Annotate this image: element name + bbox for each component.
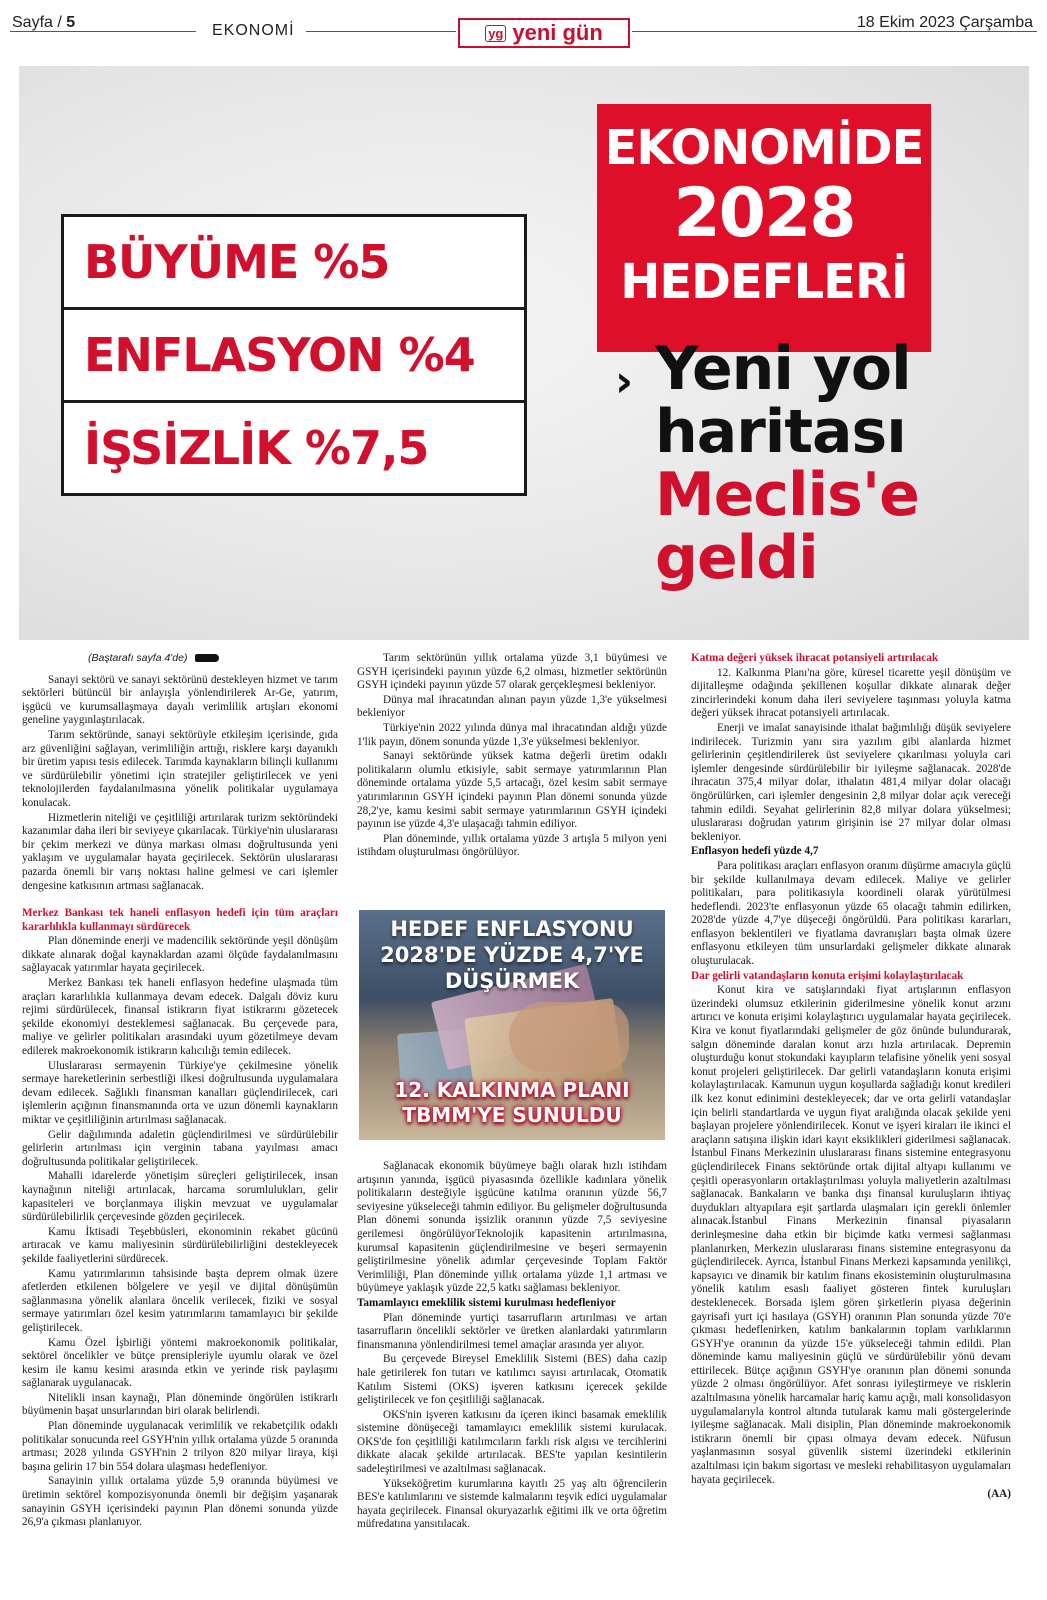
newspaper-logo: yg yeni gün [458,18,630,48]
paragraph: Mahalli idarelerde yönetişim süreçleri geliştirilecek, insan kaynağının niteliği artırılacak, harcama sorumlulukları, gelir kapasiteleri ve borçlanmaya ilişkin mevzuat ve uygulamalar sürdürülebilirlik çerçevesinde gözden geçirilecek. [22,1170,338,1224]
paragraph: Uluslararası sermayenin Türkiye'ye çekilmesine yönelik sermaye hareketlerinin serbestliği ilkesi doğrultusunda uygulamalara devam edilecek. Sağlıklı finansman kanalları güçlendirilecek, cari işlemlerin açığının finansmanında orta ve uzun dönemli kaynakların miktar ve çeşitliliğinin artırılması sağlanacak. [22,1059,338,1126]
article-column-2 [357,652,667,861]
paragraph: Tarım sektöründe, sanayi sektörüyle etkileşim içerisinde, gıda arz güvenliğini sağlayan, verimliliğin arttığı, risklere karşı dayanıklı bir üretim yapısı tesis edilecek. Tarımda kaynakların bilinçli kullanımı ve sürdürülebilir yönetimi için stratejiler geliştirilecek ve yeni teknolojilerden faydalanılmasına yönelik politikalar uygulamaya konulacak. [22,728,338,809]
paragraph: Türkiye'nin 2022 yılında dünya mal ihracatından aldığı yüzde 1'lik payın, dönem sonunda yüzde 1,3'e yükselmesi bekleniyor. [357,721,667,748]
paragraph: Para politikası araçları enflasyon oranını düşürme amacıyla güçlü bir şekilde kullanılmaya devam edilecek. Maliye ve gelirler politikaları, para politikasıyla koordineli olarak yürütülmesi hedeflendi. 2023'te enflasyonun yüzde 65 olacağı tahmin edilirken, 2028'de yüzde 4,7'ye düşeceği öngörüldü. Para politikası kararları, enflasyon beklentileri ve fiyatlama davranışları başta olmak üzere enflasyonu etkileyen tüm unsurlardaki gelişmeler dikkate alınarak oluşturulacak. [691,859,1011,968]
paragraph: Plan döneminde uygulanacak verimlilik ve rekabetçilik odaklı politikalar sonucunda reel GSYH'nin yıllık ortalama yüzde 5 oranında artması; 2028 yılında GSYH'nin 2 trilyon 820 milyar liraya, kişi başına gelirin 17 bin 554 dolara ulaşması hedefleniyor. [22,1420,338,1473]
paragraph: Kamu İktisadi Teşebbüsleri, ekonominin rekabet gücünü artıracak ve kamu maliyesinin sürdürülebilirliğini destekleyecek şekilde faaliyetlerini sürdürecek. [22,1225,338,1265]
paragraph: Merkez Bankası tek haneli enflasyon hedefine ulaşmada tüm araçları kararlılıkla kullanmaya devam edecek. Dalgalı döviz kuru rejimi sürdürülecek, finansal istikrarın fiyat istikrarını gözetecek şekilde ekonomiyi desteklemesi sağlanacak. Bu çerçevede para, maliye ve gelirler politikaları arasındaki uyum gözetilmeye devam edilerek makroekonomik istikrarın kalıcılığı temin edilecek. [22,977,338,1058]
chevron-right-icon: › [615,356,634,407]
paragraph: Kamu yatırımlarının tahsisinde başta deprem olmak üzere afetlerden etkilenen bölgelere ve yeşil ve dijital dönüşümün sağlanmasına yönelik alanlara öncelik verilecek, fiziki ve sosyal sermaye yatırımları özel kesim yatırımlarını tamamlayıcı bir şekilde geliştirilecek. [22,1267,338,1334]
red-title-box: EKONOMİDE 2028 HEDEFLERİ [597,104,931,352]
paragraph: Tarım sektörünün yıllık ortalama yüzde 3,1 büyümesi ve GSYH içerisindeki payının yüzde 6,2 olması, hizmetler sektörünün GSYH içindeki payının yüzde 57 olarak gerçekleşmesi bekleniyor. [357,652,667,692]
unemployment-target-box: İŞSİZLİK %7,5 [61,400,527,496]
money-photo [359,910,665,1140]
paragraph: Enerji ve imalat sanayisinde ithalat bağımlılığı düşük seviyelere indirilecek. Turizmin yanı sıra yazılım gibi alanlarda hizmet gelirlerinin çeşitlendirilerek üst seviyelere çıkarılması yoluyla cari işlemler dengesinde sürdürülebilir bir iyileşme sağlanacak. 2028'de ihracatın 375,4 milyar dolar, ithalatın 481,4 milyar dolar olacağı öngörülürken, cari işlemler dengesinin 2,8 milyar dolar açık vereceği tahmin edildi. Seyahat gelirlerinin 82,8 milyar dolara yükselmesi; uluslararası doğrudan yatırım girişinin ise 27 milyar dolar olması bekleniyor. [691,721,1011,843]
subheading: Enflasyon hedefi yüzde 4,7 [691,845,819,858]
subheading: Merkez Bankası tek haneli enflasyon hedefi için tüm araçları kararlılıkla kullanmayı sürdürecek [22,907,338,933]
paragraph: Sanayi sektöründe yüksek katma değerli üretim odaklı politikaların olumlu etkisiyle, sabit sermaye yatırımlarının Plan döneminde ortalama yüzde 5,5 artacağı, özel kesim sabit sermaye yatırımlarının GSYH içindeki payının Plan dönemi sonunda yüzde 28,2'ye, kamu kesimi sabit sermaye yatırımlarının GSYH içindeki payının ise yüzde 4,3'e ulaşacağı tahmin ediliyor. [357,750,667,831]
paragraph: Dünya mal ihracatından alınan payın yüzde 1,3'e yükselmesi bekleniyor [357,693,667,720]
subheading: Katma değeri yüksek ihracat potansiyeli artırılacak [691,652,939,664]
article-column-1 [22,652,338,1531]
headline-banner [19,66,1029,640]
paragraph: Sanayinin yıllık ortalama yüzde 5,9 oranında büyümesi ve üretimin sektörel kompozisyonunda önemli bir değişim yaşanarak sanayinin GSYH içerisindeki payının Plan dönemi sonunda yüzde 26,9'a çıkması planlanıyor. [22,1475,338,1529]
paragraph: Plan döneminde, yıllık ortalama yüzde 3 artışla 5 milyon yeni istihdam oluşturulması öngörülüyor. [357,832,667,859]
pointing-hand-icon [195,654,219,662]
header-rule-mid [306,31,456,32]
paragraph: Yükseköğretim kurumlarına kayıtlı 25 yaş altı öğrencilerin BES'e katılımlarını ve sistemde kalmalarını teşvik edici uygulamalar hayata geçirilecek. Finansal okuryazarlık eğitimi ilk ve orta öğretim müfredatına yansıtılacak. [357,1477,667,1531]
article-column-2-lower [357,1160,667,1533]
paragraph: Sağlanacak ekonomik büyümeye bağlı olarak hızlı istihdam artışının yanında, işgücü piyasasında özellikle kadınlara yönelik politikaların desteğiyle işgücüne katılma oranının yüzde 56,7 seviyesine yükseleceği tahmin ediliyor. Bu gelişmeler doğrultusunda Plan dönemi sonunda işsizlik oranının yüzde 7,5 seviyesine gerilemesi öngörülüyorTeknolojik kapasitenin artırılmasına, kurumsal kapasitenin güçlendirilmesine ve beşeri sermayenin geliştirilmesine yönelik adımlar çerçevesinde Toplam Faktör Verimliliği, Plan döneminde yıllık ortalama yüzde 1,1 artması ve büyümeye yaklaşık yüzde 22,5 katkı sağlaması bekleniyor. [357,1160,667,1295]
paragraph: Konut kira ve satışlarındaki fiyat artışlarının enflasyon üzerindeki olumsuz etkilerinin giderilmesine yönelik konut arzını artırıcı ve konuta erişimi kolaylaştırıcı uygulamalar hayata geçirilecek. Kira ve konut fiyatlarındaki gelişmeler de göz önünde bulundurarak, salgın döneminde daralan konut arzı hızla artırılacak. Depremin oluşturduğu konut stokundaki kayıpların telafisine yönelik yeni sosyal konut projeleri geliştirilecek. Dar gelirli vatandaşların konuta erişimi kolaylaştırılacak. Kamunun uygun koşullarda sağladığı konut kredileri ilk kez konut edinimini destekleyecek; dar ve orta gelirli vatandaşlar için belirli standartlarda ve uygun fiyat aralığında olacak şekilde yeni başlayan projelere yönlendirilecek. Konut ve işyeri kiraları ile ikinci el araçların satışına ilişkin idari kayıt eksiklikleri giderilmesi sağlanacak. İstanbul Finans Merkezinin uluslararası finans sistemine entegrasyonu güçlendirilecek Finans sektöründe ortak dijital altyapı kullanımı ve çeşitli operasyonların ortaklaştırılması yoluyla maliyetlerin azaltılması sağlanacak. Bankaların ve banka dışı finansal kuruluşların ihtiyaç duydukları altyapılara eşit şartlarda ulaşmaları için gerekli önlemler alınacak.İstanbul Finans Merkezinin finansal piyasaların derinleşmesine daha etkin bir biçimde katkı vermesi sağlanması planlanırken, Merkezin uluslararası finans sistemine entegrasyonu da güçlendirilecek. Ayrıca, İstanbul Finans Merkezi kapsamında yenilikçi, kapsayıcı ve dinamik bir katılım finans ekosisteminin oluşturulmasına yönelik katılım esaslı faaliyet gösteren fintek kuruluşları desteklenecek. Borsada işlem gören şirketlerin piyasa değerinin gayrisafi yurt içi hasılaya (GSYH) oranının Plan sonunda yüzde 70'e çıkması hedeflenirken, katılım bankalarının toplam varlıklarının GSYH'ye oranının da yüzde 15'e yükseleceği tahmin edildi. Plan döneminde kamu maliyesinin güçlü ve sürdürülebilir yönü devam ettirilecek. Bütçe açığının GSYH'ye oranının plan dönemi sonunda yüzde 2 olması öngörülüyor. Afet sonrası iyileştirmeye ve risklerin azaltılmasına yönelik harcamalar hariç kamu açığı, mali konsolidasyon uygulamalarıyla kontrol altında tutularak kamu mali göstergelerinde iyileşme sağlanacak. Mali disiplin, Plan döneminde makroekonomik istikrarın önemli bir çıpası olmaya devam edecek. Nüfusun yaşlanmasının sosyal güvenlik sistemi üzerindeki etkilerinin azaltılması için bakım sigortası ve mesleki rehabilitasyon uygulamaları hayata geçirilecek. [691,984,1011,1486]
header-rule-left [10,31,196,32]
paragraph: OKS'nin işveren katkısını da içeren ikinci basamak emeklilik sistemine dönüşeceği tamamlayıcı emeklilik sistemi kurulacak. OKS'de fon çeşitliliği katılımcıların farklı risk algısı ve tercihlerini dikkate alacak şekilde artırılacak. BES'te yapılan kesintilerin sadeleştirilmesi ve azaltılması sağlanacak. [357,1408,667,1476]
main-headline: Yeni yol haritası Meclis'e geldi [655,334,919,593]
paragraph: Sanayi sektörü ve sanayi sektörünü destekleyen hizmet ve tarım sektörleri bütüncül bir anlayışla yönlendirilerek Ar-Ge, yatırım, işgücü ve kurumsallaşmaya dayalı verimlilik artışları ekonomi geneline yaygınlaştırılacak. [22,673,338,727]
paragraph: Plan döneminde enerji ve madencilik sektöründe yeşil dönüşüm dikkate alınarak doğal kaynaklardan azami ölçüde faydalanılmasını sağlayacak yatırımlar hayata geçirilecek. [22,935,338,975]
page-number: Sayfa / 5 [12,14,76,31]
page-header [0,0,1047,60]
photo-headline: HEDEF ENFLASYONU 2028'DE YÜZDE 4,7'YE DÜŞÜRMEK [380,917,644,993]
source-credit: (AA) [987,1488,1011,1501]
paragraph: Gelir dağılımında adaletin güçlendirilmesi ve sürdürülebilir gelirlerin artırılması için verginin tabana yayılması amacı doğrultusunda politikalar geliştirilecek. [22,1128,338,1168]
paragraph: Plan döneminde yurtiçi tasarrufların artırılması ve artan tasarrufların öncelikli sektörler ve üretken alanlardaki yatırımların finansmanına yönlendirilmesi temel amaçlar arasında yer alıyor. [357,1311,667,1351]
continued-note: (Baştarafı sayfa 4'de) [88,652,338,666]
article-column-3 [691,652,1011,1503]
subheading: Tamamlayıcı emeklilik sistemi kurulması hedefleniyor [357,1296,616,1309]
paragraph: Bu çerçevede Bireysel Emeklilik Sistemi (BES) daha cazip hale getirilerek fon tutarı ve katılımcı sayısı artırılacak, Otomatik Katılım Sistemi (OKS) işveren katkısını içerecek şekilde geliştirilecek ve fon çeşitliliği sağlanacak. [357,1353,667,1407]
growth-target-box: BÜYÜME %5 [61,214,527,310]
paragraph: Kamu Özel İşbirliği yöntemi makroekonomik politikalar, sektörel öncelikler ve bütçe prensipleriyle uyumlu olarak ve özel kesim ile kamu kesimi arasında etkin ve yerinde risk paylaşımı sağlanarak uygulanacak. [22,1336,338,1390]
paragraph: 12. Kalkınma Planı'na göre, küresel ticarette yeşil dönüşüm ve dijitalleşme odağında şekillenen koşullar dikkate alınarak değer zincirlerindeki konum daha ileri seviyelere taşınması yoluyla katma değeri yüksek ihracat potansiyeli artırılacak. [691,666,1011,720]
section-name: EKONOMİ [212,22,295,39]
inflation-target-box: ENFLASYON %4 [61,307,527,403]
subheading: Dar gelirli vatandaşların konuta erişimi kolaylaştırılacak [691,969,964,982]
paragraph: Nitelikli insan kaynağı, Plan döneminde öngörülen istikrarlı büyümenin başat unsurlarından biri olarak belirlendi. [22,1391,338,1418]
photo-subline: 12. KALKINMA PLANI TBMM'YE SUNULDU [394,1078,630,1127]
issue-date: 18 Ekim 2023 Çarşamba [856,14,1033,31]
paragraph: Hizmetlerin niteliği ve çeşitliliği artırılarak turizm sektöründeki kazanımlar daha ileri bir seviyeye çıkarılacak. Türkiye'nin uluslararası bir çekim merkezi ve dünya markası olması doğrultusunda yeni yaklaşım ve uygulamalar hayata geçirilecek. Sektörün uluslararası pazarda önemli bir varış noktası haline gelmesi ve cari işlemler dengesine katkısının artması sağlanacak. [22,811,338,892]
